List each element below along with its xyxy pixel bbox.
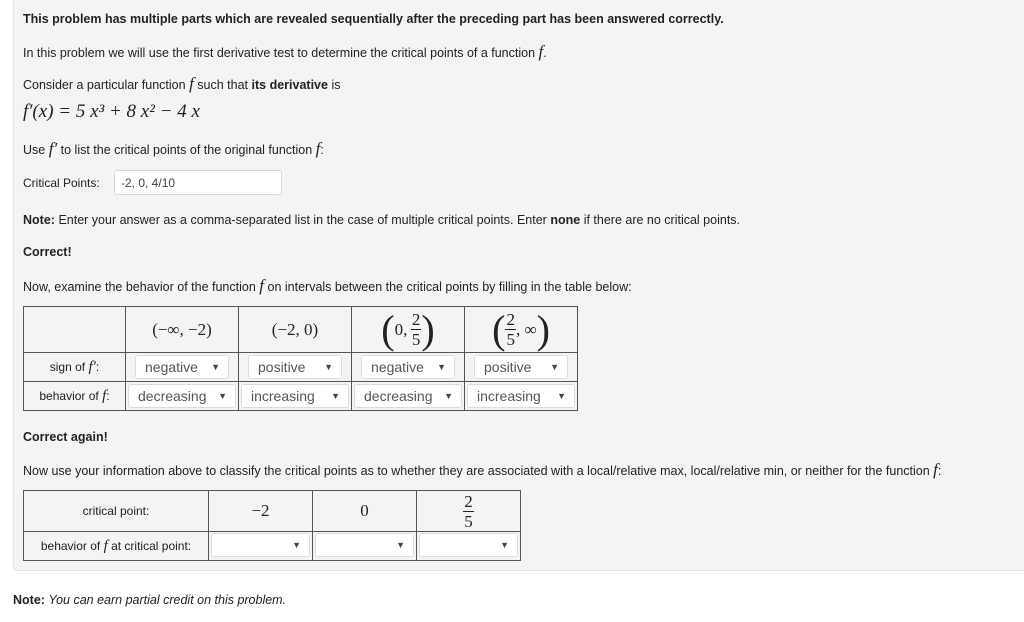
label-text: behavior of <box>39 388 99 403</box>
classification-table <box>23 490 521 561</box>
note-text-end: if there are no critical points. <box>583 213 741 227</box>
critical-point-row <box>24 491 521 532</box>
sign-row-label <box>24 353 126 382</box>
part2-instruction <box>23 276 632 296</box>
intervals-table <box>23 306 578 411</box>
label-text-end: at critical point: <box>111 538 192 553</box>
select-value: positive <box>484 359 532 375</box>
interval-header-1 <box>126 307 239 353</box>
fraction-2-5 <box>411 311 422 348</box>
partial-credit-note <box>13 593 286 607</box>
behavior-cell-4 <box>465 382 578 411</box>
use-end: : <box>320 143 324 157</box>
label-colon: : <box>95 359 100 374</box>
math-f: f <box>189 74 194 93</box>
dropdown-arrow-icon: ▼ <box>324 362 333 372</box>
paren-close: ) <box>421 306 435 352</box>
dropdown-arrow-icon: ▼ <box>557 391 566 401</box>
sign-select-2[interactable] <box>248 355 342 379</box>
behavior-row <box>24 382 578 411</box>
note-paragraph <box>23 213 740 227</box>
classification-row <box>24 532 521 561</box>
instruction-text: Now, examine the behavior of the function <box>23 280 256 294</box>
use-text: Use <box>23 143 46 157</box>
math-f: f <box>538 42 544 61</box>
critical-point-2 <box>313 491 417 532</box>
note-label: Note: <box>13 593 45 607</box>
behavior-select-1[interactable] <box>128 384 236 408</box>
interval-header-3 <box>352 307 465 353</box>
interval-header-row <box>24 307 578 353</box>
paren-close: ) <box>536 306 550 352</box>
note-text: You can earn partial credit on this problem. <box>48 593 287 607</box>
use-paragraph <box>23 139 324 159</box>
math-f: f <box>103 537 108 554</box>
critical-point-3 <box>417 491 521 532</box>
sign-cell-2 <box>239 353 352 382</box>
denominator: 5 <box>464 511 473 531</box>
dropdown-arrow-icon: ▼ <box>550 362 559 372</box>
sign-row <box>24 353 578 382</box>
label-text: sign of <box>49 359 86 374</box>
behavior-select-2[interactable] <box>241 384 349 408</box>
sign-cell-3 <box>352 353 465 382</box>
its-derivative-bold: its derivative <box>251 78 328 92</box>
derivative-formula: f′(x) = 5 x³ + 8 x² − 4 x <box>23 101 200 122</box>
interval-right: , ∞ <box>515 319 537 339</box>
classification-cell-3 <box>417 532 521 561</box>
dropdown-arrow-icon: ▼ <box>437 362 446 372</box>
sign-select-4[interactable] <box>474 355 568 379</box>
math-f: f <box>315 139 321 158</box>
empty-header-cell <box>24 307 126 353</box>
denominator: 5 <box>506 330 515 349</box>
consider-end: is <box>331 78 341 92</box>
interval-label: (−∞, −2) <box>152 319 212 339</box>
select-value: decreasing <box>138 388 207 404</box>
classification-select-1[interactable] <box>211 533 310 557</box>
select-value: negative <box>371 359 424 375</box>
note-text: Enter your answer as a comma-separated list in the case of multiple critical points. Enter <box>58 213 547 227</box>
critical-point-value: −2 <box>251 501 270 520</box>
dropdown-arrow-icon: ▼ <box>218 391 227 401</box>
select-value: negative <box>145 359 198 375</box>
classification-row-label <box>24 532 209 561</box>
feedback-correct-again: Correct again! <box>23 430 108 444</box>
label-text: behavior of <box>40 538 101 553</box>
math-f: f <box>933 460 938 479</box>
numerator: 2 <box>506 310 515 329</box>
intro-paragraph <box>23 42 547 62</box>
behavior-cell-1 <box>126 382 239 411</box>
sign-select-3[interactable] <box>361 355 455 379</box>
consider-text: Consider a particular function <box>23 78 186 92</box>
behavior-row-label <box>24 382 126 411</box>
interval-header-2 <box>239 307 352 353</box>
label-colon: : <box>106 388 110 403</box>
multipart-intro: This problem has multiple parts which are revealed sequentially after the preceding part has been answered correctly. <box>23 12 724 26</box>
fraction-2-5 <box>463 493 474 530</box>
critical-points-label: Critical Points: <box>23 176 100 190</box>
interval-label: (−2, 0) <box>271 319 319 339</box>
numerator: 2 <box>411 310 421 329</box>
select-value: positive <box>258 359 306 375</box>
select-value: increasing <box>251 388 315 404</box>
interval-header-4 <box>465 307 578 353</box>
dropdown-arrow-icon: ▼ <box>500 539 509 550</box>
part3-instruction <box>23 460 941 480</box>
dropdown-arrow-icon: ▼ <box>331 391 340 401</box>
classification-cell-1 <box>209 532 313 561</box>
sign-select-1[interactable] <box>135 355 229 379</box>
dropdown-arrow-icon: ▼ <box>211 362 220 372</box>
math-f: f <box>102 387 107 404</box>
math-f-prime: f′ <box>88 358 96 375</box>
dropdown-arrow-icon: ▼ <box>396 539 405 550</box>
denominator: 5 <box>411 330 421 349</box>
consider-paragraph <box>23 74 340 94</box>
critical-point-label: critical point: <box>24 491 209 532</box>
use-mid: to list the critical points of the original function <box>60 143 313 157</box>
feedback-correct: Correct! <box>23 245 72 259</box>
instruction-text: Now use your information above to classify the critical points as to whether they are associated with a local/relative max, local/relative min, or neither for the function <box>23 464 930 478</box>
classification-select-2[interactable] <box>315 533 414 557</box>
math-f-prime: f′ <box>48 139 58 158</box>
interval-left: 0, <box>394 319 408 339</box>
sign-cell-4 <box>465 353 578 382</box>
select-value: increasing <box>477 388 541 404</box>
dropdown-arrow-icon: ▼ <box>444 391 453 401</box>
note-none: none <box>550 213 581 227</box>
numerator: 2 <box>464 491 473 511</box>
critical-point-1 <box>209 491 313 532</box>
critical-points-input[interactable]: -2, 0, 4/10 <box>114 170 282 195</box>
paren-open: ( <box>492 306 506 352</box>
dropdown-arrow-icon: ▼ <box>292 539 301 550</box>
critical-point-value: 0 <box>360 501 369 520</box>
classification-cell-2 <box>313 532 417 561</box>
intro-text: In this problem we will use the first derivative test to determine the critical points of a function <box>23 46 536 60</box>
fraction-2-5 <box>505 311 516 348</box>
instruction-text-end: on intervals between the critical points by filling in the table below: <box>267 280 632 294</box>
behavior-cell-2 <box>239 382 352 411</box>
math-f: f <box>259 276 265 295</box>
behavior-cell-3 <box>352 382 465 411</box>
paren-open: ( <box>381 306 395 352</box>
select-value: decreasing <box>364 388 433 404</box>
behavior-select-4[interactable] <box>467 384 575 408</box>
behavior-select-3[interactable] <box>354 384 462 408</box>
consider-mid: such that <box>197 78 249 92</box>
classification-select-3[interactable] <box>419 533 518 557</box>
sign-cell-1 <box>126 353 239 382</box>
note-label: Note: <box>23 213 55 227</box>
instruction-colon: : <box>937 464 942 478</box>
intro-end: . <box>543 46 547 60</box>
